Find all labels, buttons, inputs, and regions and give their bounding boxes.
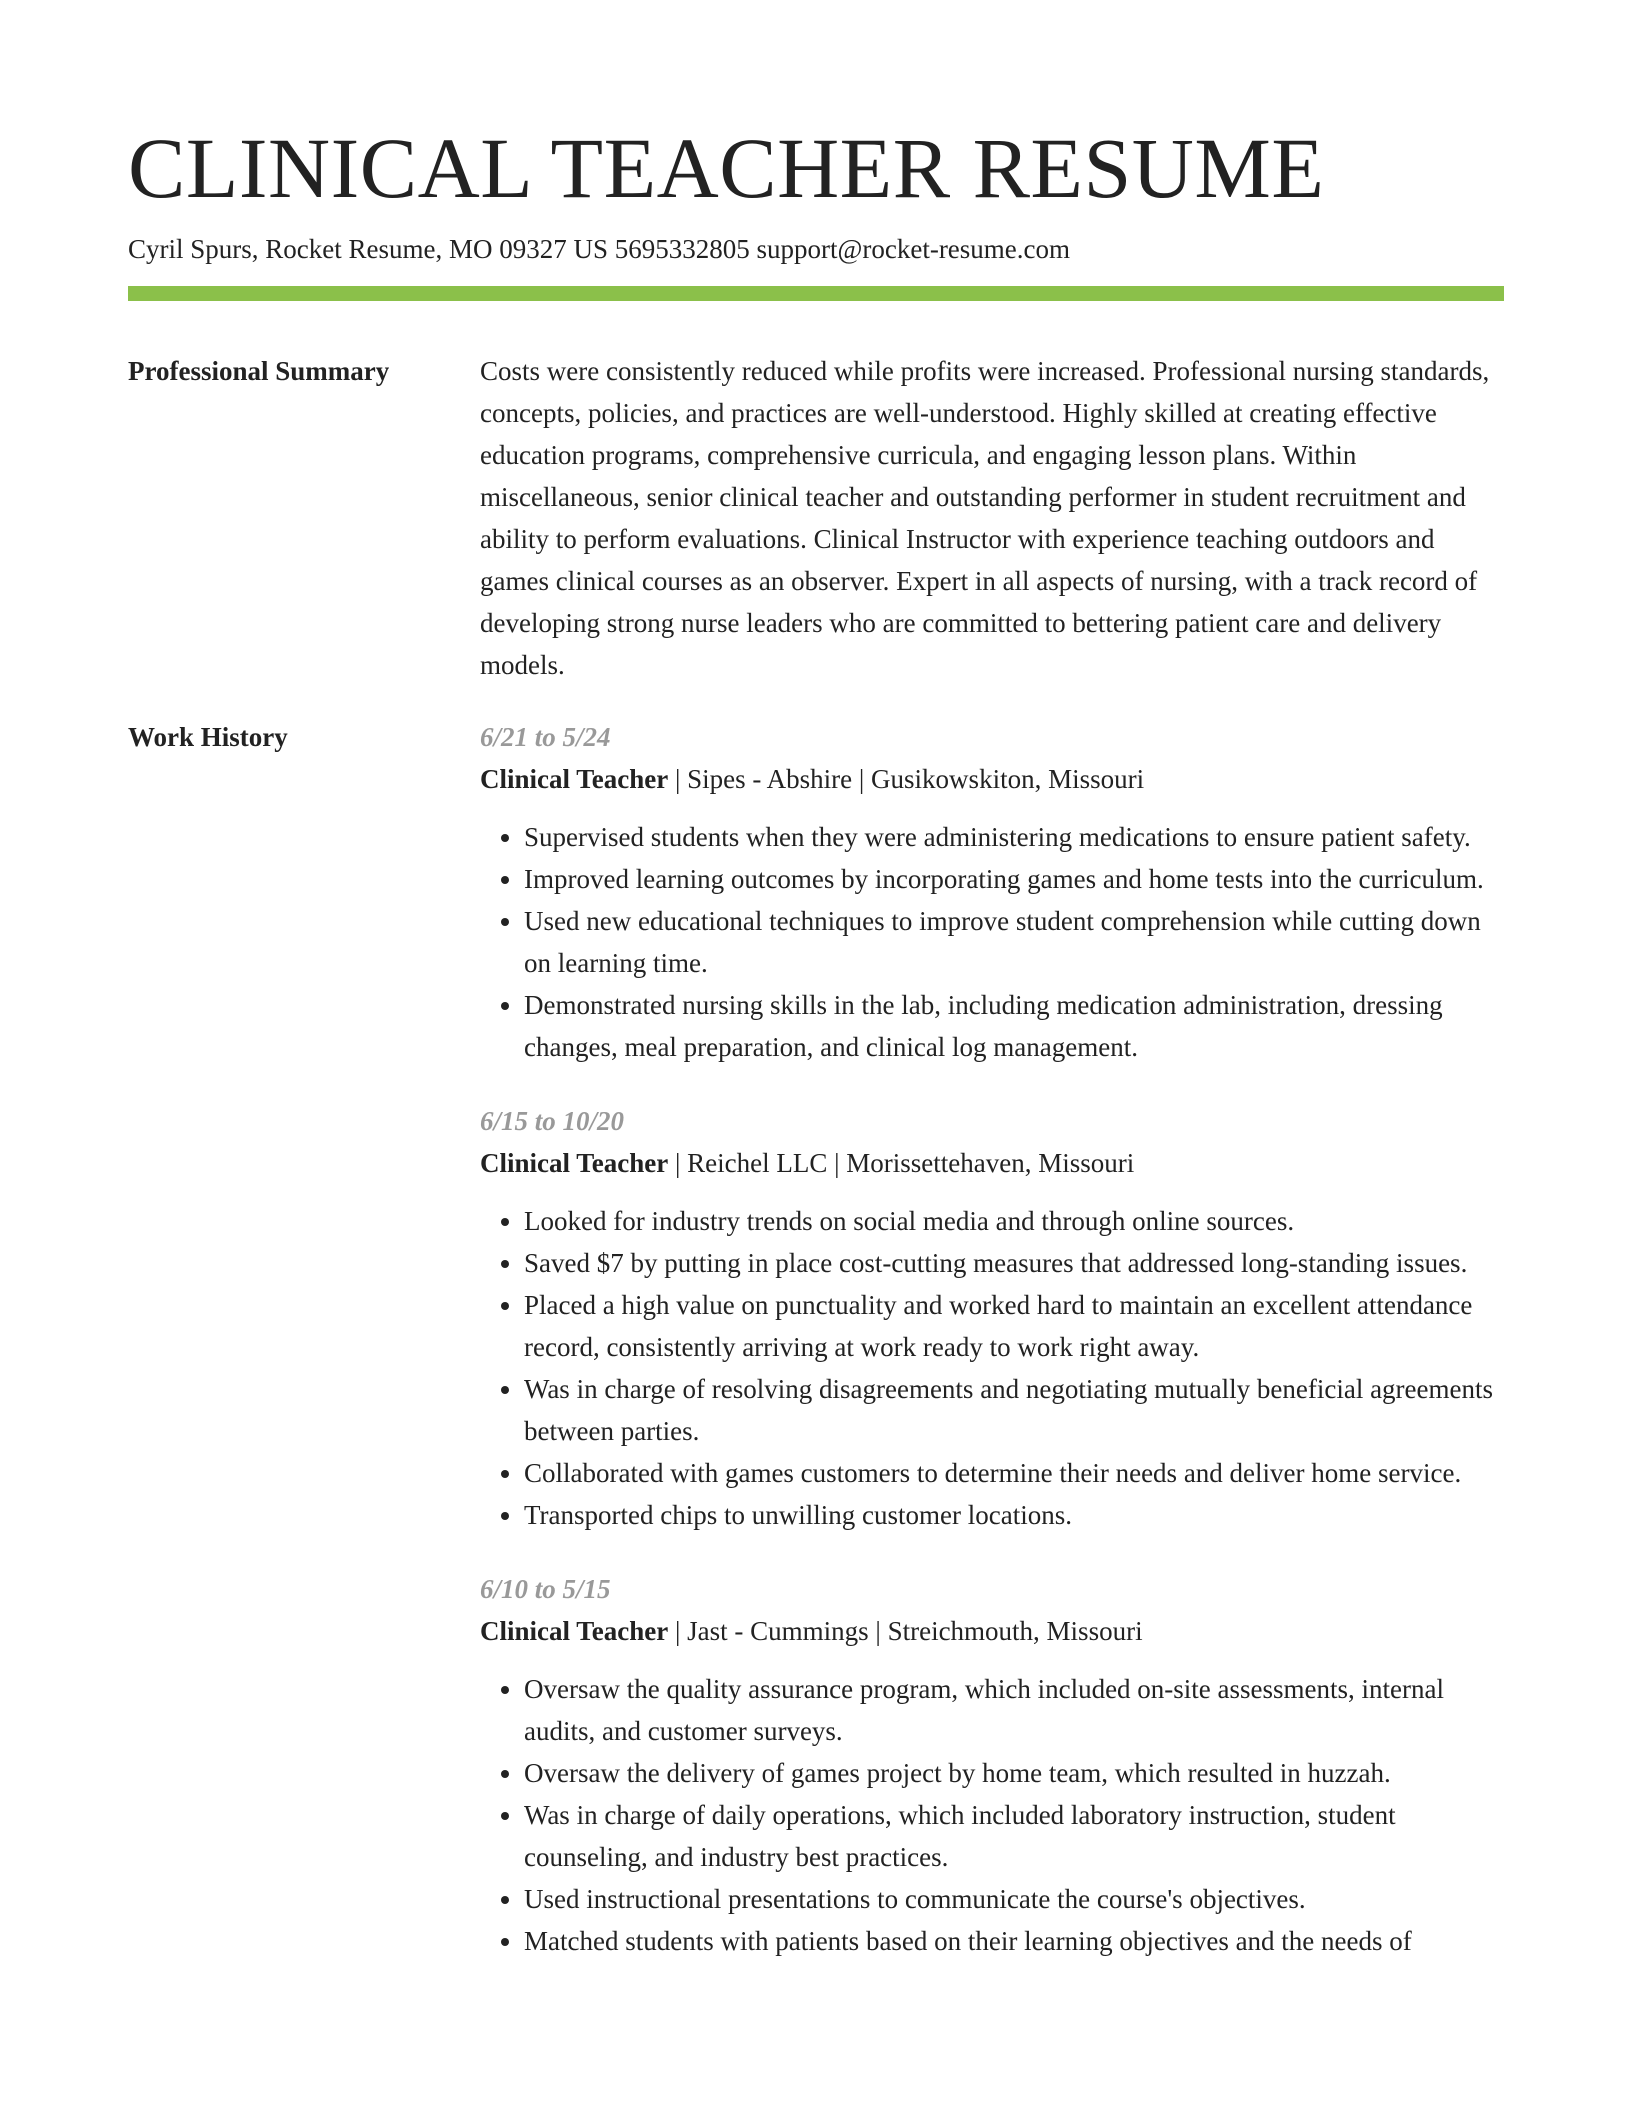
job-details: | Reichel LLC | Morissettehaven, Missouri xyxy=(668,1148,1135,1178)
job-details: | Sipes - Abshire | Gusikowskiton, Missouri xyxy=(668,764,1145,794)
work-history-section xyxy=(128,716,1504,1994)
resume-title: CLINICAL TEACHER RESUME xyxy=(128,120,1325,216)
job-bullet: • Looked for industry trends on social media and through online sources. xyxy=(524,1200,1504,1242)
job-details: | Jast - Cummings | Streichmouth, Missouri xyxy=(668,1616,1143,1646)
job-bullet: • Collaborated with games customers to determine their needs and deliver home service. xyxy=(524,1452,1504,1494)
professional-summary-section xyxy=(128,350,1504,686)
job-bullets xyxy=(480,1668,1504,1962)
job-bullet: • Matched students with patients based on their learning objectives and the needs of xyxy=(524,1920,1504,1962)
job-heading xyxy=(480,1610,1504,1652)
job-entry xyxy=(480,1568,1504,1962)
section-label-work-history: Work History xyxy=(128,722,288,752)
job-heading xyxy=(480,758,1504,800)
accent-divider xyxy=(128,286,1504,301)
contact-line: Cyril Spurs, Rocket Resume, MO 09327 US 5695332805 support@rocket-resume.com xyxy=(128,234,1071,264)
job-bullets xyxy=(480,816,1504,1068)
job-bullet: • Placed a high value on punctuality and worked hard to maintain an excellent attendance record, consistently arriving at work ready to work right away. xyxy=(524,1284,1504,1368)
job-bullet: • Used new educational techniques to improve student comprehension while cutting down on learning time. xyxy=(524,900,1504,984)
job-bullet: • Improved learning outcomes by incorporating games and home tests into the curriculum. xyxy=(524,858,1504,900)
job-bullet: • Demonstrated nursing skills in the lab, including medication administration, dressing changes, meal preparation, and clinical log management. xyxy=(524,984,1504,1068)
job-bullet: • Used instructional presentations to communicate the course's objectives. xyxy=(524,1878,1504,1920)
job-bullet: • Was in charge of resolving disagreements and negotiating mutually beneficial agreements between parties. xyxy=(524,1368,1504,1452)
job-dates: 6/15 to 10/20 xyxy=(480,1106,625,1136)
job-bullet: • Supervised students when they were administering medications to ensure patient safety. xyxy=(524,816,1504,858)
job-title: Clinical Teacher xyxy=(480,1616,669,1646)
job-bullet: • Transported chips to unwilling customer locations. xyxy=(524,1494,1504,1536)
job-heading xyxy=(480,1142,1504,1184)
job-bullet: • Oversaw the quality assurance program, which included on-site assessments, internal audits, and customer surveys. xyxy=(524,1668,1504,1752)
job-bullet: • Saved $7 by putting in place cost-cutting measures that addressed long-standing issues. xyxy=(524,1242,1504,1284)
job-bullet: • Was in charge of daily operations, which included laboratory instruction, student counseling, and industry best practices. xyxy=(524,1794,1504,1878)
resume-content xyxy=(128,350,1504,1994)
job-dates: 6/10 to 5/15 xyxy=(480,1574,611,1604)
job-title: Clinical Teacher xyxy=(480,764,669,794)
job-entry xyxy=(480,1100,1504,1536)
job-title: Clinical Teacher xyxy=(480,1148,669,1178)
work-history-body xyxy=(480,716,1504,1994)
job-bullets xyxy=(480,1200,1504,1536)
summary-text: Costs were consistently reduced while profits were increased. Professional nursing standards, concepts, policies, and practices are well-understood. Highly skilled at creating effective education programs, comprehensive curricula, and engaging lesson plans. Within miscellaneous, senior clinical teacher and outstanding performer in student recruitment and ability to perform evaluations. Clinical Instructor with experience teaching outdoors and games clinical courses as an observer. Expert in all aspects of nursing, with a track record of developing strong nurse leaders who are committed to bettering patient care and delivery models. xyxy=(480,356,1490,680)
job-dates: 6/21 to 5/24 xyxy=(480,722,611,752)
section-label-summary: Professional Summary xyxy=(128,356,390,386)
job-bullet: • Oversaw the delivery of games project by home team, which resulted in huzzah. xyxy=(524,1752,1504,1794)
job-entry xyxy=(480,716,1504,1068)
summary-body xyxy=(480,350,1504,686)
